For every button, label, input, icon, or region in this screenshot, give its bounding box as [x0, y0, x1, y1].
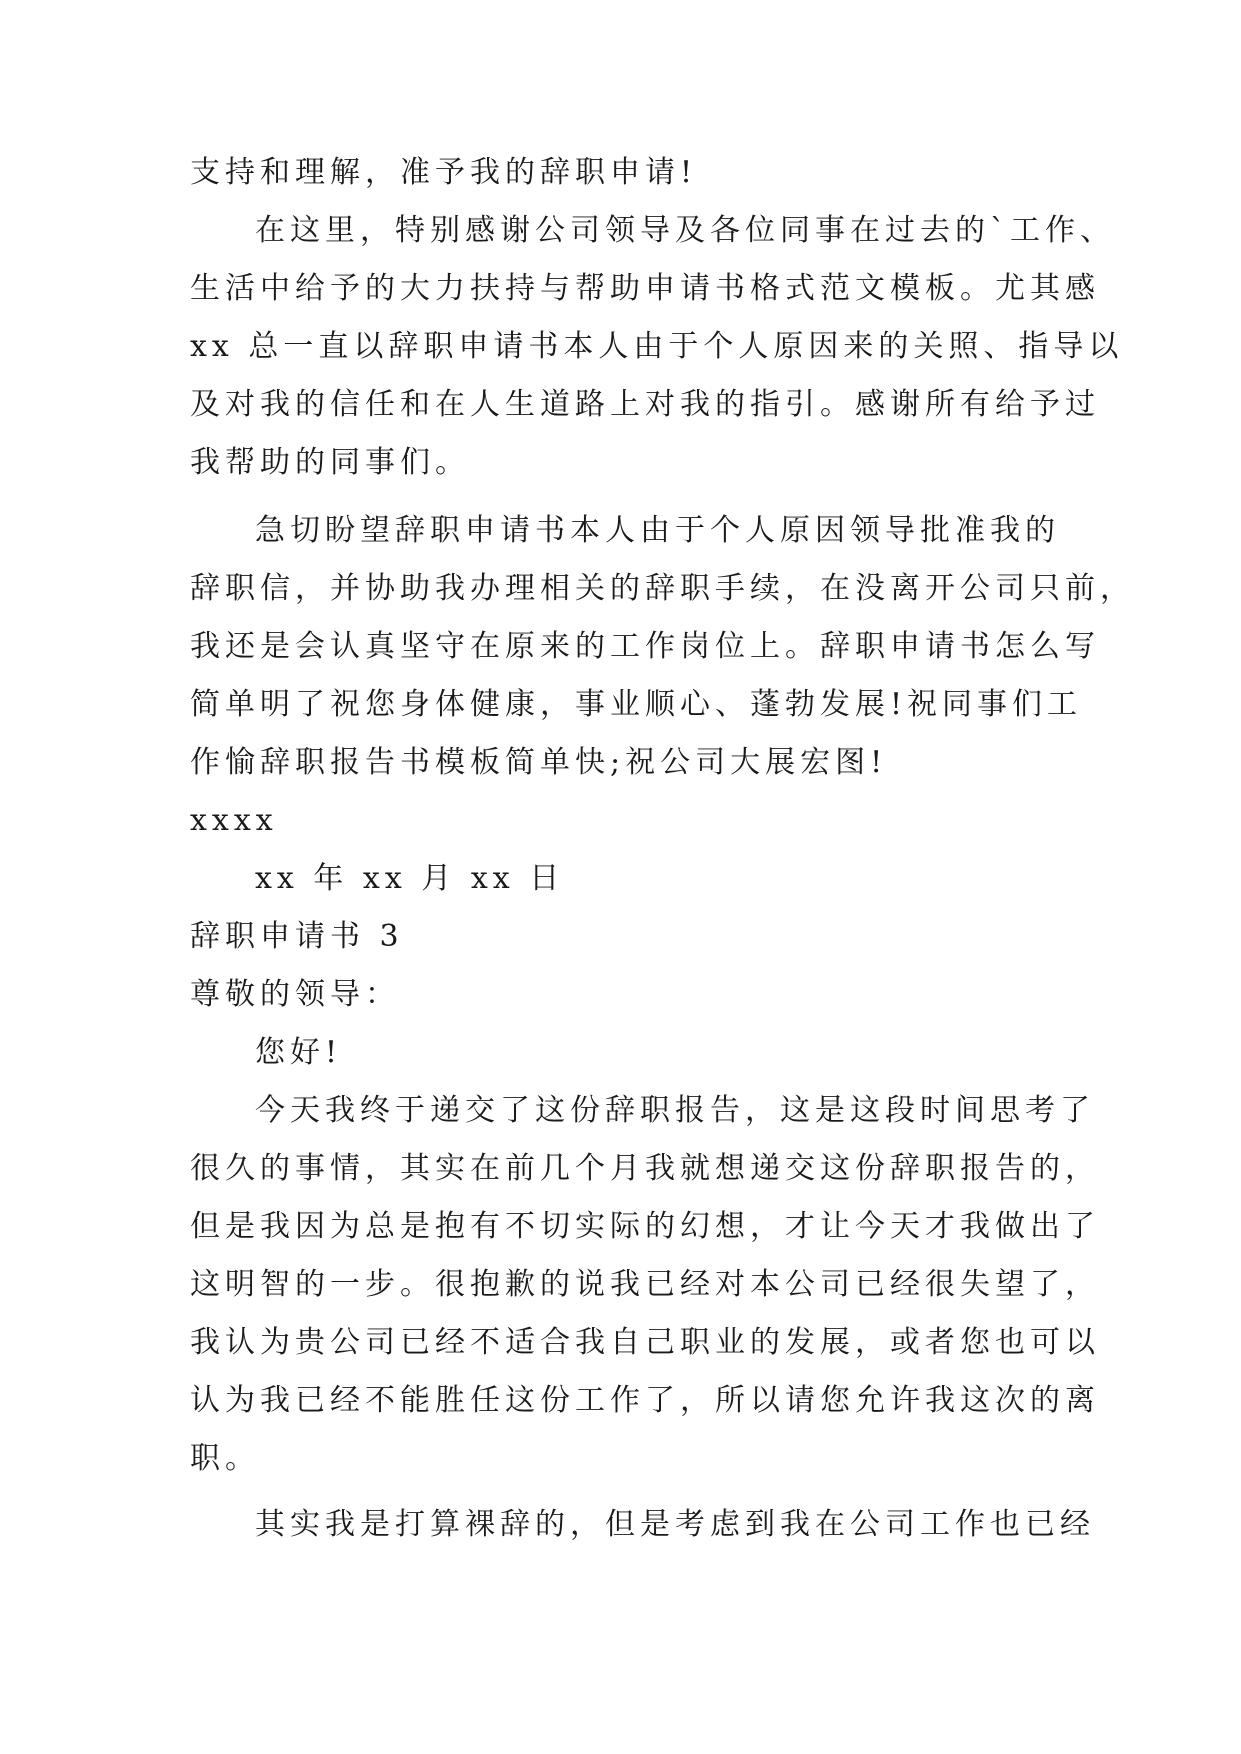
text-line: 生活中给予的大力扶持与帮助申请书格式范文模板。尤其感 — [190, 271, 1100, 306]
text-line: 这明智的一步。很抱歉的说我已经对本公司已经很失望了， — [190, 1267, 1100, 1302]
section-title: 辞职申请书 3 — [190, 919, 404, 954]
text-line: 支持和理解，准予我的辞职申请! — [190, 155, 698, 190]
text-line: 很久的事情，其实在前几个月我就想递交这份辞职报告的， — [190, 1151, 1100, 1186]
text-line: 作愉辞职报告书模板简单快;祝公司大展宏图! — [190, 745, 888, 780]
paragraph-first-line: 在这里，特别感谢公司领导及各位同事在过去的`工作、 — [255, 213, 1115, 248]
paragraph-first-line: 其实我是打算裸辞的，但是考虑到我在公司工作也已经 — [255, 1507, 1095, 1542]
greeting: 您好! — [255, 1035, 343, 1070]
text-line: 职。 — [190, 1441, 260, 1476]
text-line: 简单明了祝您身体健康，事业顺心、蓬勃发展!祝同事们工 — [190, 687, 1083, 722]
text-line: 及对我的信任和在人生道路上对我的指引。感谢所有给予过 — [190, 387, 1100, 422]
signature-date: xx 年 xx 月 xx 日 — [255, 861, 565, 896]
text-line: 辞职信，并协助我办理相关的辞职手续，在没离开公司只前， — [190, 571, 1135, 606]
text-line: xx 总一直以辞职申请书本人由于个人原因来的关照、指导以 — [190, 329, 1124, 364]
signature-name: xxxx — [190, 803, 278, 838]
text-line: 但是我因为总是抱有不切实际的幻想，才让今天才我做出了 — [190, 1209, 1100, 1244]
text-line: 认为我已经不能胜任这份工作了，所以请您允许我这次的离 — [190, 1383, 1100, 1418]
text-line: 我认为贵公司已经不适合我自己职业的发展，或者您也可以 — [190, 1325, 1100, 1360]
text-line: 我帮助的同事们。 — [190, 445, 470, 480]
paragraph-first-line: 急切盼望辞职申请书本人由于个人原因领导批准我的 — [255, 513, 1060, 548]
salutation: 尊敬的领导： — [190, 977, 400, 1012]
text-line: 我还是会认真坚守在原来的工作岗位上。辞职申请书怎么写 — [190, 629, 1100, 664]
paragraph-first-line: 今天我终于递交了这份辞职报告，这是这段时间思考了 — [255, 1093, 1095, 1128]
